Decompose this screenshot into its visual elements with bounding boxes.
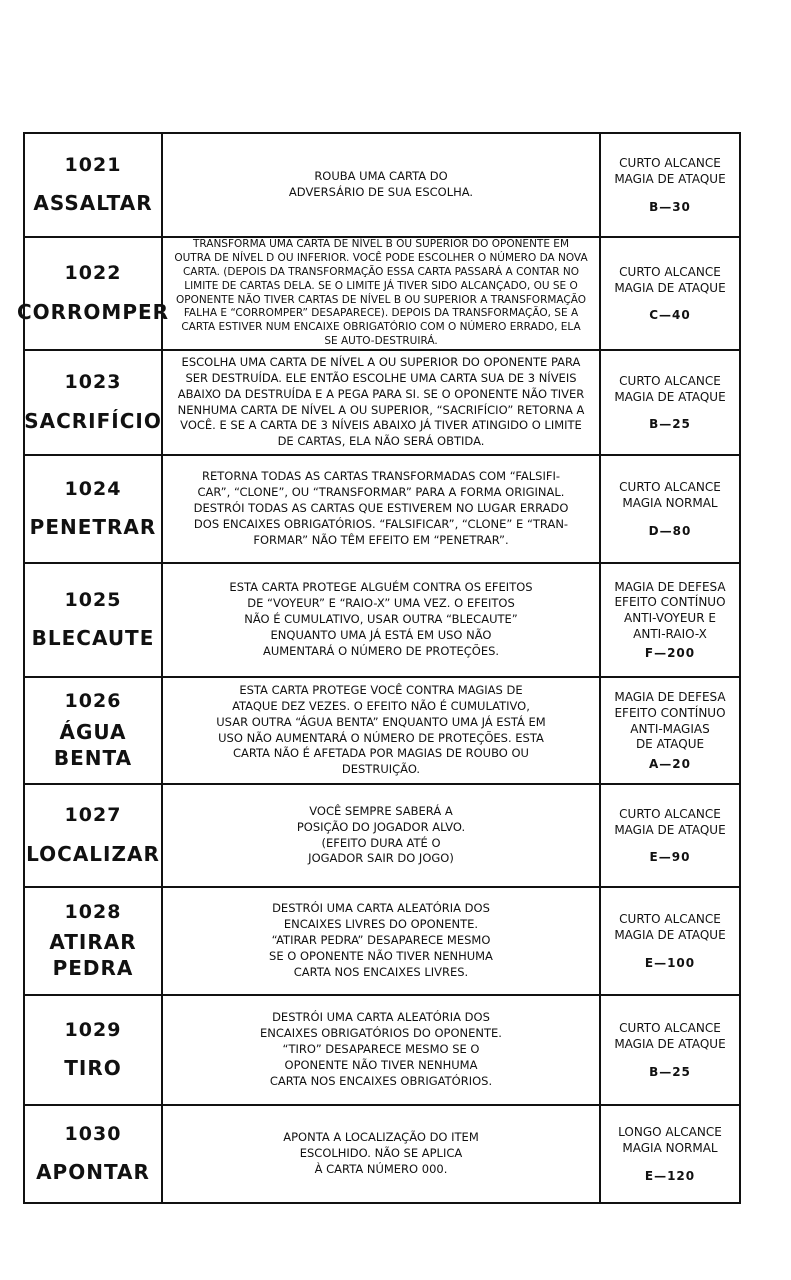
card-id-cell (16, 238, 170, 349)
card-rank: A—20 (649, 756, 691, 771)
card-row-1029 (25, 996, 739, 1106)
card-name: APONTAR (36, 1160, 150, 1185)
card-type: CURTO ALCANCE MAGIA DE ATAQUE (614, 264, 726, 295)
card-row-1028 (25, 888, 739, 996)
card-description-cell (163, 1106, 601, 1202)
card-rank: B—25 (649, 1064, 691, 1079)
card-row-1030 (25, 1106, 739, 1202)
card-row-1023 (25, 351, 739, 456)
card-table (16, 132, 741, 1204)
card-name: BLECAUTE (31, 626, 155, 651)
card-description-cell (163, 888, 601, 994)
card-description: TRANSFORMA UMA CARTA DE NÍVEL B OU SUPERIOR DO OPONENTE EM OUTRA DE NÍVEL D OU INFERIOR. VOCÊ PODE ESCOLHER O NÚMERO DA NOVA CARTA. (DEPOIS DA TRANSFORMAÇÃO ESSA CARTA PASSARÁ A CONTAR NO LIMITE DE CARTAS DELA. SE O LIMITE JÁ TIVER SIDO ALCANÇADO, OU SE O OPONENTE NÃO TIVER CARTAS DE NÍVEL B OU SUPERIOR A TRANSFORMAÇÃO FALHA E “CORROMPER” DESAPARECE). DEPOIS DA TRANSFORMAÇÃO, SE A CARTA ESTIVER NUM ENCAIXE OBRIGATÓRIO COM O NÚMERO ERRADO, ELA SE AUTO-DESTRUIRÁ. (174, 237, 588, 348)
card-description: VOCÊ SEMPRE SABERÁ A POSIÇÃO DO JOGADOR ALVO. (EFEITO DURA ATÉ O JOGADOR SAIR DO JOGO) (296, 803, 466, 866)
card-number: 1026 (64, 690, 122, 713)
card-row-1021 (25, 134, 739, 238)
card-number: 1025 (64, 588, 122, 611)
card-description-cell (163, 351, 601, 454)
card-description: RETORNA TODAS AS CARTAS TRANSFORMADAS COM “FALSIFI- CAR”, “CLONE”, OU “TRANSFORMAR” PARA A FORMA ORIGINAL. DESTRÓI TODAS AS CARTAS QUE ESTIVEREM NO LUGAR ERRADO DOS ENCAIXES OBRIGATÓRIOS. “FALSIFICAR”, “CLONE” E “TRAN- FORMAR” NÃO TÊM EFEITO EM “PENETRAR”. (193, 469, 569, 547)
card-rank: B—25 (649, 417, 691, 432)
card-id-cell (25, 351, 163, 454)
card-number: 1028 (64, 900, 122, 923)
card-number: 1030 (64, 1122, 122, 1145)
card-description: ESCOLHA UMA CARTA DE NÍVEL A OU SUPERIOR DO OPONENTE PARA SER DESTRUÍDA. ELE ENTÃO ESCOLHE UMA CARTA SUA DE 3 NÍVEIS ABAIXO DA DESTRUÍDA E A PEGA PARA SI. SE O OPONENTE NÃO TIVER NENHUMA CARTA DE NÍVEL A OU SUPERIOR, “SACRIFÍCIO” RETORNA A VOCÊ. E SE A CARTA DE 3 NÍVEIS ABAIXO JÁ TIVER ATINGIDO O LIMITE DE CARTAS, ELA NÃO SERÁ OBTIDA. (177, 354, 585, 449)
card-id-cell (25, 456, 163, 562)
card-type: MAGIA DE DEFESA EFEITO CONTÍNUO ANTI-MAGIAS DE ATAQUE (614, 690, 726, 752)
card-description: APONTA A LOCALIZAÇÃO DO ITEM ESCOLHIDO. NÃO SE APLICA À CARTA NÚMERO 000. (283, 1130, 479, 1176)
card-id-cell (25, 1106, 163, 1202)
card-number: 1022 (64, 262, 122, 285)
card-type: CURTO ALCANCE MAGIA DE ATAQUE (614, 156, 726, 186)
card-type: MAGIA DE DEFESA EFEITO CONTÍNUO ANTI-VOYEUR E ANTI-RAIO-X (614, 579, 726, 641)
card-row-1022 (16, 237, 739, 351)
card-type-cell (601, 134, 739, 236)
card-number: 1027 (64, 804, 122, 827)
card-rank: D—80 (648, 523, 692, 538)
card-type: CURTO ALCANCE MAGIA DE ATAQUE (614, 806, 726, 837)
card-type-cell (601, 888, 739, 994)
card-number: 1029 (64, 1018, 122, 1041)
card-type-cell (601, 785, 739, 886)
card-name: ATIRAR PEDRA (49, 930, 137, 981)
card-type: CURTO ALCANCE MAGIA DE ATAQUE (614, 912, 726, 942)
card-type-cell (601, 238, 739, 349)
card-type-cell (601, 996, 739, 1104)
card-row-1026 (25, 678, 739, 785)
card-name: TIRO (64, 1056, 122, 1081)
card-name: CORROMPER (16, 299, 170, 324)
card-description-cell (163, 134, 601, 236)
card-description: ROUBA UMA CARTA DO ADVERSÁRIO DE SUA ESCOLHA. (288, 169, 474, 199)
card-description-cell (163, 564, 601, 676)
card-id-cell (25, 564, 163, 676)
card-description: ESTA CARTA PROTEGE ALGUÉM CONTRA OS EFEITOS DE “VOYEUR” E “RAIO-X” UMA VEZ. O EFEITOS NÃO É CUMULATIVO, USAR OUTRA “BLECAUTE” ENQUANTO UMA JÁ ESTÁ EM USO NÃO AUMENTARÁ O NÚMERO DE PROTEÇÕES. (229, 580, 533, 658)
card-description-cell (163, 238, 601, 349)
card-rank: E—90 (649, 850, 691, 865)
card-type-cell (601, 456, 739, 562)
card-id-cell (25, 678, 163, 783)
card-rank: F—200 (644, 646, 696, 661)
card-rank: E—100 (644, 955, 696, 970)
card-id-cell (25, 996, 163, 1104)
card-rank: C—40 (649, 308, 691, 323)
card-rank: B—30 (649, 199, 691, 214)
card-name: PENETRAR (29, 515, 157, 540)
card-description: ESTA CARTA PROTEGE VOCÊ CONTRA MAGIAS DE ATAQUE DEZ VEZES. O EFEITO NÃO É CUMULATIVO, USAR OUTRA “ÁGUA BENTA” ENQUANTO UMA JÁ ESTÁ EM USO NÃO AUMENTARÁ O NÚMERO DE PROTEÇÕES. ESTA CARTA NÃO É AFETADA POR MAGIAS DE ROUBO OU DESTRUIÇÃO. (216, 682, 546, 777)
card-id-cell (25, 134, 163, 236)
card-rank: E—120 (644, 1168, 696, 1183)
card-type: CURTO ALCANCE MAGIA NORMAL (619, 480, 721, 510)
card-description: DESTRÓI UMA CARTA ALEATÓRIA DOS ENCAIXES OBRIGATÓRIOS DO OPONENTE. “TIRO” DESAPARECE MESMO SE O OPONENTE NÃO TIVER NENHUMA CARTA NOS ENCAIXES OBRIGATÓRIOS. (260, 1010, 502, 1088)
card-description-cell (163, 456, 601, 562)
card-type-cell (601, 678, 739, 783)
card-number: 1021 (64, 153, 122, 176)
card-type: LONGO ALCANCE MAGIA NORMAL (618, 1125, 722, 1155)
card-name: LOCALIZAR (26, 841, 160, 866)
card-name: ASSALTAR (33, 191, 153, 216)
card-description-cell (163, 785, 601, 886)
card-description: DESTRÓI UMA CARTA ALEATÓRIA DOS ENCAIXES LIVRES DO OPONENTE. “ATIRAR PEDRA” DESAPARECE MESMO SE O OPONENTE NÃO TIVER NENHUMA CARTA NOS ENCAIXES LIVRES. (269, 901, 493, 979)
card-id-cell (25, 785, 163, 886)
card-name: ÁGUA BENTA (53, 719, 133, 770)
card-type-cell (601, 1106, 739, 1202)
card-type-cell (601, 351, 739, 454)
card-type: CURTO ALCANCE MAGIA DE ATAQUE (614, 373, 726, 404)
card-number: 1024 (64, 477, 122, 500)
card-type-cell (601, 564, 739, 676)
card-type: CURTO ALCANCE MAGIA DE ATAQUE (614, 1021, 726, 1051)
card-description-cell (163, 678, 601, 783)
card-row-1025 (25, 564, 739, 678)
card-name: SACRIFÍCIO (24, 408, 162, 433)
card-number: 1023 (64, 371, 122, 394)
card-description-cell (163, 996, 601, 1104)
card-id-cell (25, 888, 163, 994)
card-row-1024 (25, 456, 739, 564)
card-row-1027 (25, 785, 739, 888)
